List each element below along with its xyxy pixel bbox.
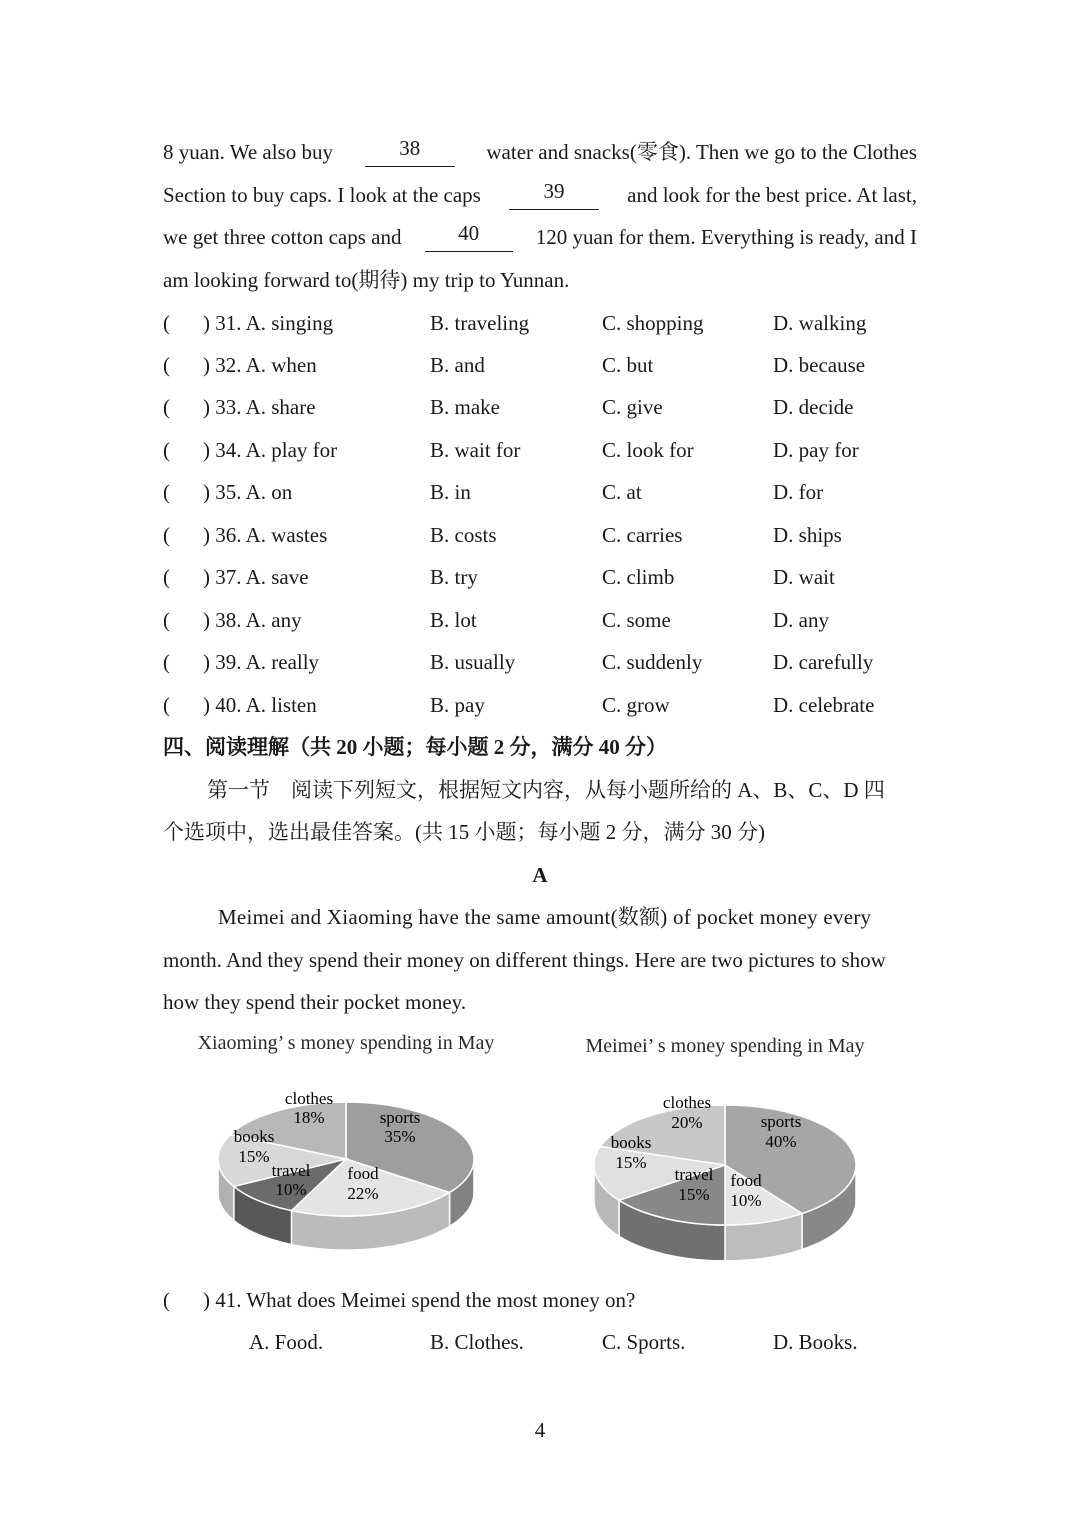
blank-39: 39 — [509, 180, 599, 210]
answer-paren: ( — [163, 608, 170, 632]
reading-paragraph-line-3: how they spend their pocket money. — [163, 990, 467, 1014]
question-option-c: C. look for — [602, 438, 694, 462]
question-row — [163, 477, 923, 507]
label-sports: sports — [760, 1112, 802, 1131]
question-option-d: D. wait — [773, 565, 835, 589]
question-row — [163, 520, 923, 550]
section-intro-line-2: 个选项中，选出最佳答案。(共 15 小题；每小题 2 分，满分 30 分) — [163, 820, 765, 844]
question-option-a: ) 38. A. any — [203, 608, 302, 632]
xiaoming-spending-pie-chart — [170, 1025, 530, 1260]
question-option-d: D. celebrate — [773, 693, 875, 717]
question-row — [163, 605, 923, 635]
question-option-d: D. walking — [773, 311, 867, 335]
question-row — [163, 392, 923, 422]
question-option-b: B. Clothes. — [430, 1330, 524, 1354]
label-travel-pct: 15% — [678, 1185, 710, 1204]
label-books-pct: 15% — [615, 1153, 647, 1172]
passage-text: we get three cotton caps and — [163, 225, 402, 249]
answer-paren: ( — [163, 353, 170, 377]
passage-line-4: am looking forward to(期待) my trip to Yunnan. — [163, 268, 570, 292]
question-option-b: B. usually — [430, 650, 516, 674]
question-option-b: B. costs — [430, 523, 497, 547]
passage-line-3 — [163, 222, 917, 252]
question-row — [163, 350, 923, 380]
question-option-d: D. Books. — [773, 1330, 858, 1354]
question-option-a: A. Food. — [249, 1330, 324, 1354]
question-option-a: ) 35. A. on — [203, 480, 293, 504]
answer-paren: ( — [163, 565, 170, 589]
section-intro-line-1: 第一节 阅读下列短文，根据短文内容，从每小题所给的 A、B、C、D 四 — [207, 778, 885, 802]
question-option-b: B. pay — [430, 693, 485, 717]
paragraph-text: Meimei and Xiaoming have the same amount(数额) of pocket money every — [218, 905, 872, 929]
question-option-c: C. suddenly — [602, 650, 703, 674]
question-row — [163, 308, 923, 338]
question-option-b: B. wait for — [430, 438, 521, 462]
question-option-d: D. ships — [773, 523, 842, 547]
label-food-pct: 10% — [730, 1191, 762, 1210]
passage-text: 120 yuan for them. Everything is ready, and I — [535, 225, 917, 249]
label-food: food — [730, 1171, 762, 1190]
question-option-a: ) 34. A. play for — [203, 438, 338, 462]
question-option-b: B. and — [430, 353, 485, 377]
answer-paren: ( — [163, 1288, 170, 1312]
question-option-a: ) 37. A. save — [203, 565, 309, 589]
answer-paren: ( — [163, 650, 170, 674]
label-travel: travel — [271, 1161, 311, 1180]
label-food-pct: 22% — [347, 1184, 379, 1203]
label-travel-pct: 10% — [275, 1180, 307, 1199]
label-sports-pct: 35% — [384, 1127, 416, 1146]
question-option-b: B. try — [430, 565, 478, 589]
part-label: A — [532, 863, 548, 887]
label-sports: sports — [379, 1108, 421, 1127]
question-option-d: D. any — [773, 608, 829, 632]
passage-text: Section to buy caps. I look at the caps — [163, 183, 481, 207]
blank-38: 38 — [365, 137, 455, 167]
question-option-c: C. but — [602, 353, 654, 377]
label-travel: travel — [674, 1165, 714, 1184]
question-option-c: C. grow — [602, 693, 670, 717]
label-food: food — [347, 1164, 379, 1183]
question-option-a: ) 31. A. singing — [203, 311, 334, 335]
question-option-c: C. Sports. — [602, 1330, 686, 1354]
answer-paren: ( — [163, 693, 170, 717]
question-row — [163, 647, 923, 677]
question-option-a: ) 32. A. when — [203, 353, 317, 377]
label-clothes: clothes — [284, 1089, 334, 1108]
question-option-b: B. traveling — [430, 311, 530, 335]
answer-paren: ( — [163, 395, 170, 419]
question-option-a: ) 36. A. wastes — [203, 523, 328, 547]
question-41 — [163, 1285, 923, 1315]
passage-line-2 — [163, 180, 917, 210]
reading-paragraph-line-1 — [218, 902, 917, 932]
question-option-d: D. because — [773, 353, 866, 377]
label-books-pct: 15% — [238, 1147, 270, 1166]
label-clothes-pct: 18% — [293, 1108, 325, 1127]
question-row — [163, 435, 923, 465]
blank-40: 40 — [425, 222, 513, 252]
chart-title: Meimei’ s money spending in May — [585, 1035, 865, 1057]
answer-paren: ( — [163, 523, 170, 547]
question-option-b: B. lot — [430, 608, 477, 632]
answer-paren: ( — [163, 311, 170, 335]
label-clothes: clothes — [662, 1093, 712, 1112]
passage-text: water and snacks(零食). Then we go to the Clothes — [486, 140, 917, 164]
reading-paragraph-line-2: month. And they spend their money on different things. Here are two pictures to show — [163, 948, 886, 972]
question-option-c: C. at — [602, 480, 642, 504]
question-option-a: ) 33. A. share — [203, 395, 316, 419]
question-row — [163, 690, 923, 720]
answer-paren: ( — [163, 438, 170, 462]
question-option-b: B. make — [430, 395, 500, 419]
passage-line-1 — [163, 137, 917, 167]
page-number: 4 — [534, 1418, 546, 1442]
label-sports-pct: 40% — [765, 1132, 797, 1151]
question-option-c: C. some — [602, 608, 671, 632]
chart-title: Xiaoming’ s money spending in May — [197, 1032, 495, 1054]
question-option-d: D. for — [773, 480, 824, 504]
question-41-stem: ) 41. What does Meimei spend the most money on? — [203, 1288, 636, 1312]
question-41-options — [163, 1327, 923, 1357]
label-clothes-pct: 20% — [671, 1113, 703, 1132]
question-option-c: C. shopping — [602, 311, 704, 335]
label-books: books — [233, 1127, 275, 1146]
passage-text: 8 yuan. We also buy — [163, 140, 333, 164]
answer-paren: ( — [163, 480, 170, 504]
section-heading: 四、阅读理解（共 20 小题；每小题 2 分，满分 40 分） — [163, 735, 667, 759]
question-option-c: C. carries — [602, 523, 683, 547]
passage-text: and look for the best price. At last, — [627, 183, 917, 207]
question-option-d: D. carefully — [773, 650, 874, 674]
question-option-d: D. decide — [773, 395, 854, 419]
meimei-spending-pie-chart — [560, 1025, 900, 1260]
question-option-d: D. pay for — [773, 438, 859, 462]
question-row — [163, 562, 923, 592]
question-option-c: C. give — [602, 395, 663, 419]
question-option-b: B. in — [430, 480, 471, 504]
question-option-a: ) 39. A. really — [203, 650, 320, 674]
label-books: books — [610, 1133, 652, 1152]
question-option-a: ) 40. A. listen — [203, 693, 317, 717]
question-option-c: C. climb — [602, 565, 675, 589]
